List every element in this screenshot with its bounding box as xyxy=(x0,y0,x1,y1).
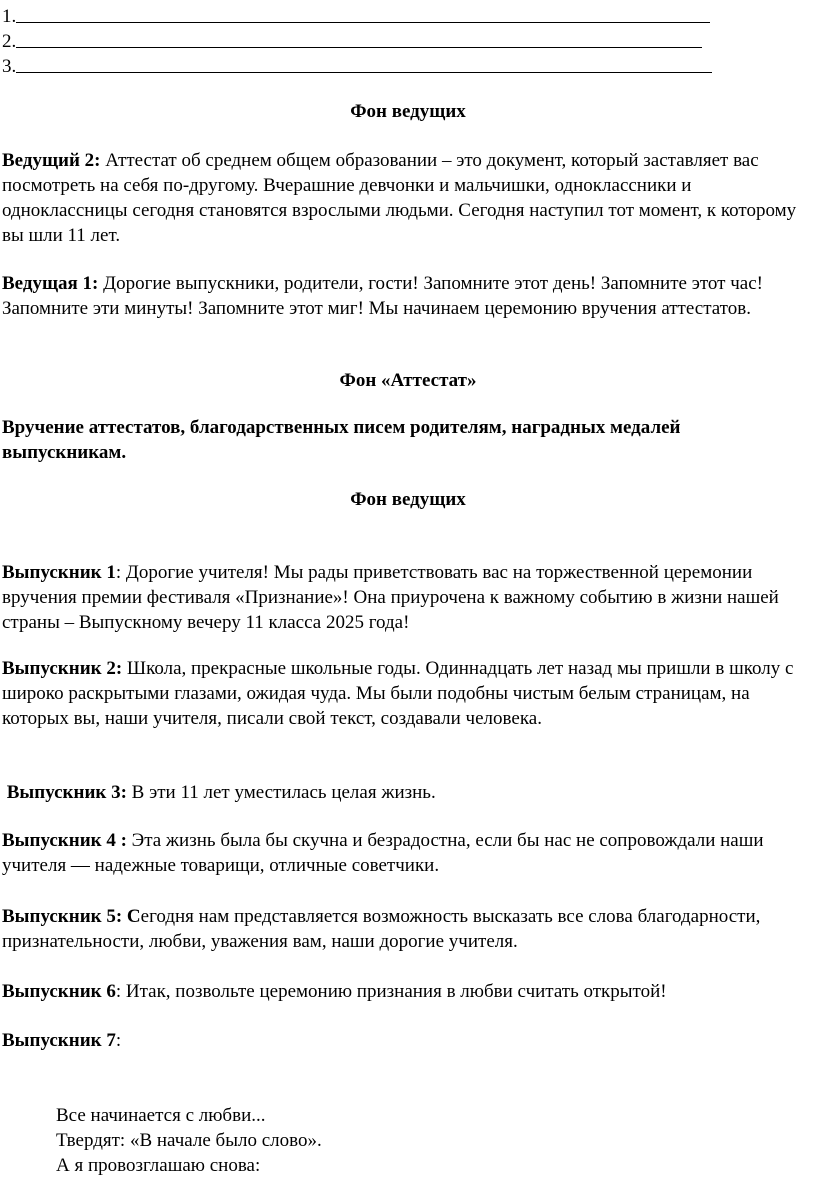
section-heading: Фон «Аттестат» xyxy=(339,370,477,391)
paragraph-text: Аттестат об среднем общем образовании – это документ, который заставляет вас посмотреть на себя по-другому. Вчерашние девчонки и мальчишки, одноклассники и одноклассницы сегодня становятся взрослыми людьми. Сегодня наступил тот момент, к которому вы шли 11 лет. xyxy=(2,150,797,246)
speaker-separator: : xyxy=(115,562,122,583)
graduate-paragraph xyxy=(2,904,802,954)
poem-line: Все начинается с любви... xyxy=(56,1105,266,1126)
paragraph-text: Эта жизнь была бы скучна и безрадостна, если бы нас не сопровождали наши учителя — надежные товарищи, отличные советчики. xyxy=(2,830,764,876)
underline-rule xyxy=(16,29,702,48)
graduate-paragraph xyxy=(2,560,802,635)
underline-rule xyxy=(16,54,712,73)
paragraph-text: Дорогие учителя! Мы рады приветствовать вас на торжественной церемонии вручения премии фестиваля «Признание»! Она приурочена к важному событию в жизни нашей страны – Выпускному вечеру 11 класса 2025 года! xyxy=(2,562,779,633)
graduate-paragraph xyxy=(2,656,802,731)
poem-line: Твердят: «В начале было слово». xyxy=(56,1130,322,1151)
paragraph-text: Дорогие выпускники, родители, гости! Запомните этот день! Запомните этот час! Запомните эти минуты! Запомните этот миг! Мы начинаем церемонию вручения аттестатов. xyxy=(2,273,763,319)
host-paragraph xyxy=(2,148,802,248)
speaker-separator: : xyxy=(115,981,122,1002)
graduate-paragraph xyxy=(2,828,802,878)
speaker-label: Выпускник 4 : xyxy=(2,830,127,851)
paragraph-text: Школа, прекрасные школьные годы. Одиннадцать лет назад мы пришли в школу с широко раскрытыми глазами, ожидая чуда. Мы были подобны чистым белым страницам, на которых вы, наши учителя, писали свой текст, создавали человека. xyxy=(2,658,794,729)
speaker-label: Ведущий 2: xyxy=(2,150,101,171)
section-heading: Фон ведущих xyxy=(350,101,466,122)
speaker-separator: : xyxy=(115,1030,122,1051)
speaker-label: Выпускник 7 xyxy=(2,1030,116,1051)
section-heading: Фон ведущих xyxy=(350,489,466,510)
speaker-label: Выпускник 5: С xyxy=(2,906,141,927)
blank-line-2 xyxy=(2,29,702,52)
speaker-label: Выпускник 1 xyxy=(2,562,116,583)
blank-line-number: 3. xyxy=(2,56,17,77)
blank-line-1 xyxy=(2,4,710,27)
paragraph-text: Итак, позвольте церемонию признания в любви считать открытой! xyxy=(121,981,667,1002)
paragraph-text: егодня нам представляется возможность высказать все слова благодарности, признательности, любви, уважения вам, наши дорогие учителя. xyxy=(2,906,761,952)
host-paragraph xyxy=(2,271,802,321)
graduate-paragraph xyxy=(2,1028,802,1053)
blank-line-number: 1. xyxy=(2,6,17,27)
graduate-paragraph xyxy=(2,780,802,805)
speaker-label: Ведущая 1: xyxy=(2,273,99,294)
speaker-label: Выпускник 2: xyxy=(2,658,123,679)
award-text: Вручение аттестатов, благодарственных писем родителям, наградных медалей выпускникам. xyxy=(2,417,681,463)
paragraph-text: В эти 11 лет уместилась целая жизнь. xyxy=(126,782,436,803)
blank-line-number: 2. xyxy=(2,31,17,52)
speaker-label: Выпускник 3: xyxy=(2,782,127,803)
blank-line-3 xyxy=(2,54,712,77)
underline-rule xyxy=(16,4,710,23)
graduate-paragraph xyxy=(2,979,802,1004)
poem-line: А я провозглашаю снова: xyxy=(56,1155,261,1176)
poem-stanza xyxy=(56,1103,656,1178)
speaker-label: Выпускник 6 xyxy=(2,981,116,1002)
